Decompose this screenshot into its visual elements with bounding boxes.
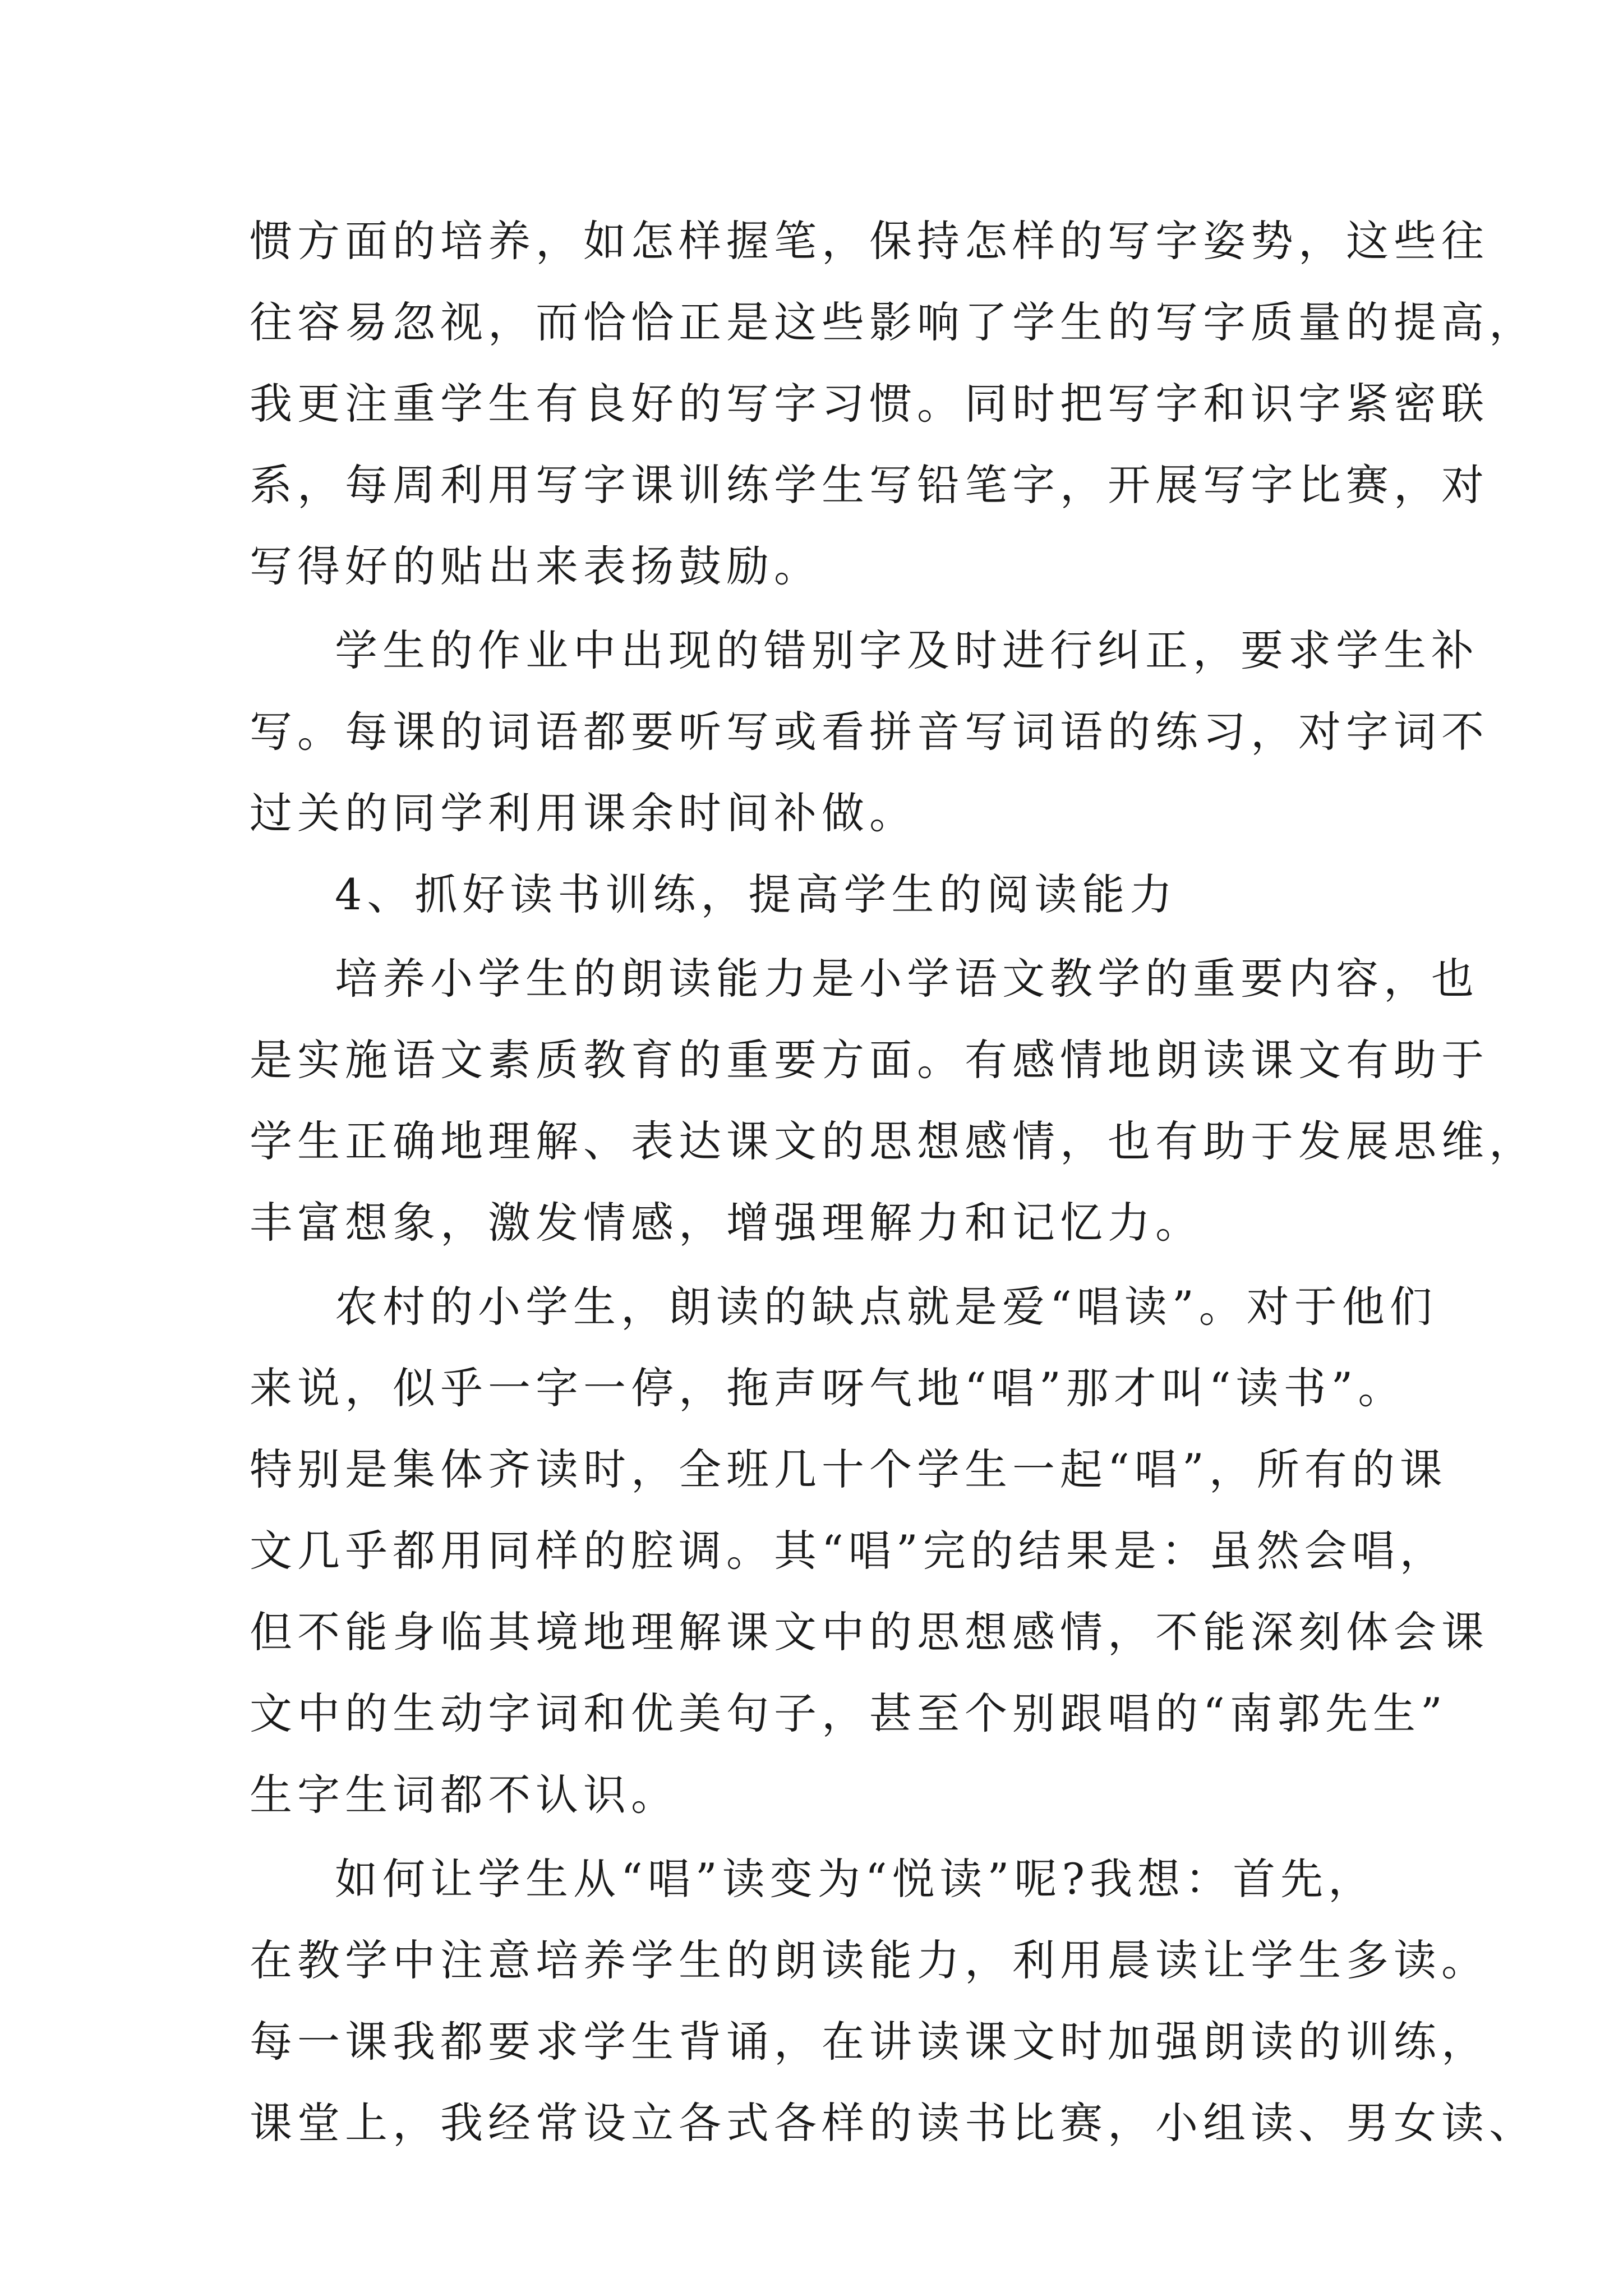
text-line-3: 我更注重学生有良好的写字习惯。同时把写字和识字紧密联 — [250, 379, 1489, 429]
text-line-17: 文几乎都用同样的腔调。其“唱”完的结果是：虽然会唱， — [250, 1526, 1447, 1576]
text-line-4: 系，每周利用写字课训练学生写铅笔字，开展写字比赛，对 — [250, 460, 1489, 510]
text-line-14: 农村的小学生，朗读的缺点就是爱“唱读”。对于他们 — [335, 1282, 1437, 1332]
text-line-22: 在教学中注意培养学生的朗读能力，利用晨读让学生多读。 — [250, 1935, 1489, 1985]
text-line-2: 往容易忽视，而恰恰正是这些影响了学生的写字质量的提高， — [250, 297, 1537, 347]
text-line-12: 学生正确地理解、表达课文的思想感情，也有助于发展思维， — [250, 1116, 1537, 1166]
text-line-11: 是实施语文素质教育的重要方面。有感情地朗读课文有助于 — [250, 1035, 1489, 1085]
text-line-15: 来说，似乎一字一停，拖声呀气地“唱”那才叫“读书”。 — [250, 1363, 1406, 1413]
text-line-16: 特别是集体齐读时，全班几十个学生一起“唱”，所有的课 — [250, 1444, 1447, 1494]
text-line-8: 过关的同学利用课余时间补做。 — [250, 788, 917, 838]
text-line-20: 生字生词都不认识。 — [250, 1770, 679, 1820]
text-line-6: 学生的作业中出现的错别字及时进行纠正，要求学生补 — [335, 625, 1479, 675]
text-line-18: 但不能身临其境地理解课文中的思想感情，不能深刻体会课 — [250, 1607, 1489, 1657]
text-line-23: 每一课我都要求学生背诵，在讲读课文时加强朗读的训练， — [250, 2017, 1489, 2067]
text-line-1: 惯方面的培养，如怎样握笔，保持怎样的写字姿势，这些往 — [250, 216, 1489, 266]
text-line-19: 文中的生动字词和优美句子，甚至个别跟唱的“南郭先生” — [250, 1688, 1447, 1738]
text-line-24: 课堂上，我经常设立各式各样的读书比赛，小组读、男女读、 — [250, 2098, 1537, 2148]
text-line-21: 如何让学生从“唱”读变为“悦读”呢?我想：首先， — [335, 1854, 1376, 1904]
text-line-7: 写。每课的词语都要听写或看拼音写词语的练习，对字词不 — [250, 707, 1489, 757]
section-heading: 4、抓好读书训练，提高学生的阅读能力 — [335, 869, 1178, 919]
text-line-13: 丰富想象，激发情感，增强理解力和记忆力。 — [250, 1198, 1203, 1248]
text-line-10: 培养小学生的朗读能力是小学语文教学的重要内容，也 — [335, 954, 1479, 1004]
text-line-5: 写得好的贴出来表扬鼓励。 — [250, 541, 822, 591]
